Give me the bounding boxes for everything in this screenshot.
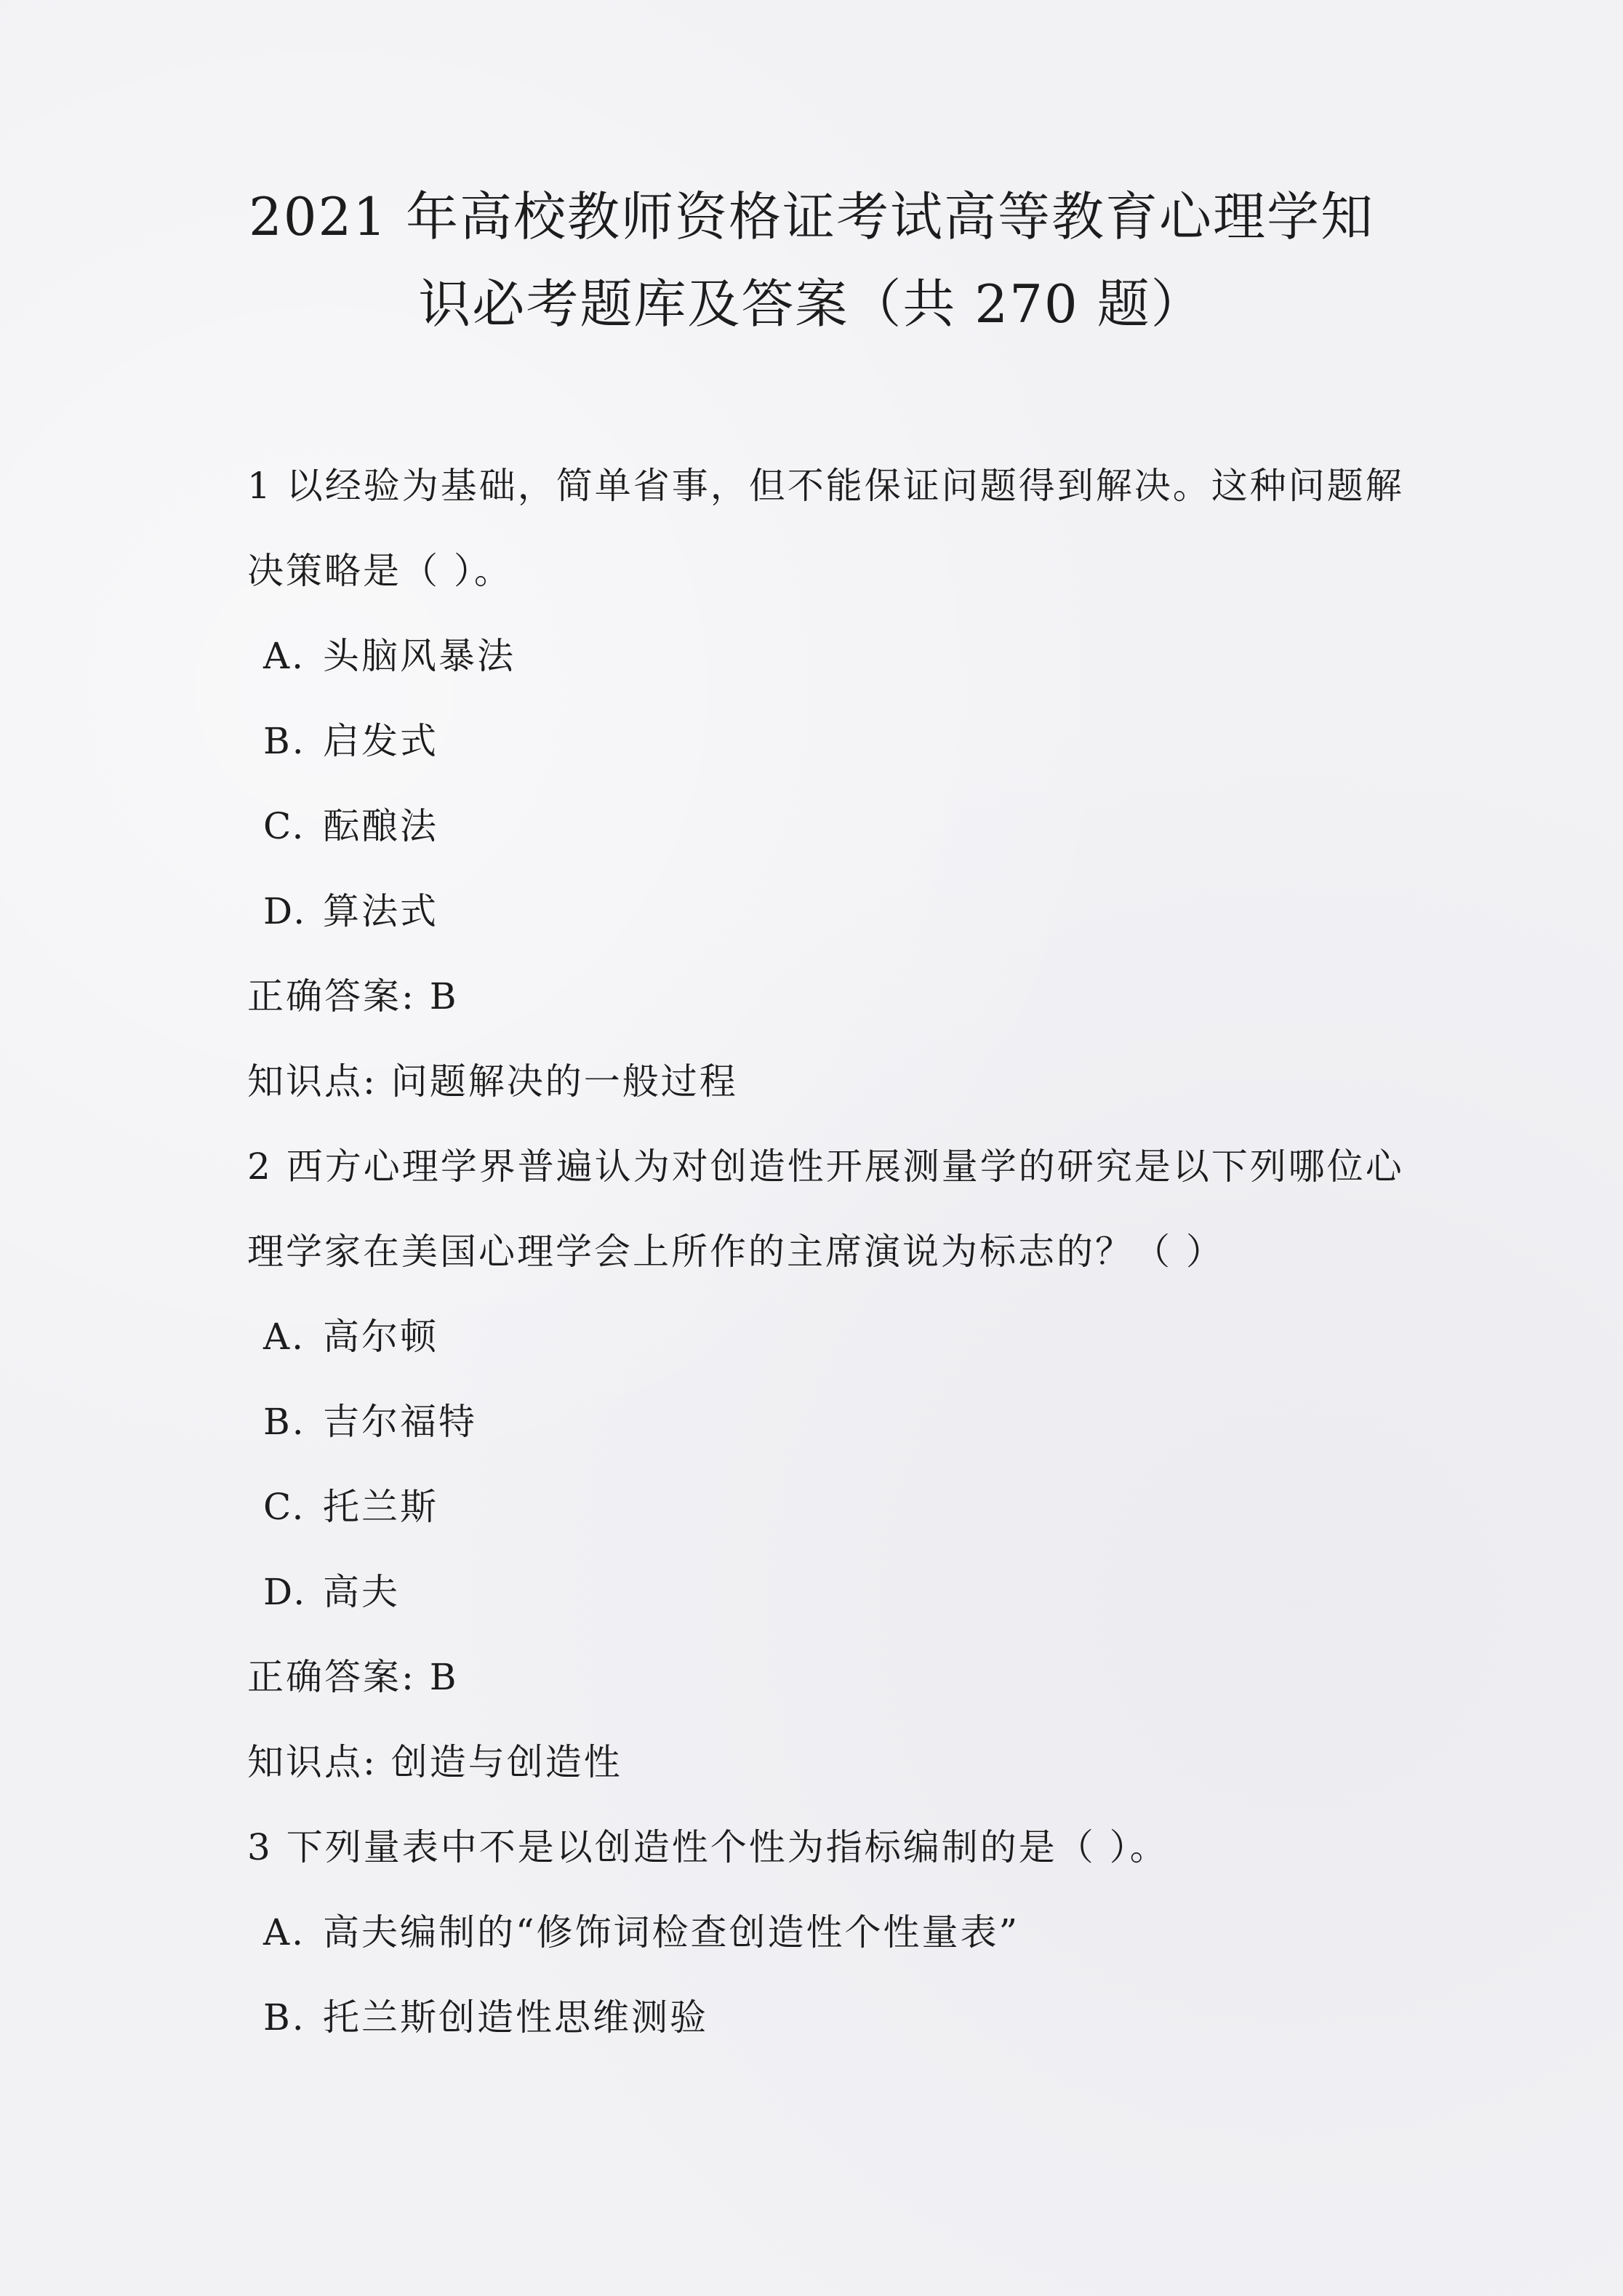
question-2-option-b [263, 1401, 477, 1442]
question-3-option-a [263, 1912, 1019, 1953]
option-text: 高尔顿 [323, 1316, 438, 1358]
option-text: 酝酿法 [323, 805, 438, 847]
option-text: 启发式 [323, 720, 438, 762]
question-3-stem-line-1: 3 下列量表中不是以创造性个性为指标编制的是（ ）。 [247, 1826, 1169, 1868]
question-1-option-b [263, 721, 438, 761]
option-letter: C. [263, 805, 306, 847]
option-letter: C. [263, 1486, 306, 1528]
question-1-option-a [263, 636, 516, 676]
question-3-option-b [263, 1997, 708, 2038]
option-letter: A. [263, 635, 306, 677]
question-1-stem-line-1: 1 以经验为基础，简单省事，但不能保证问题得到解决。这种问题解 [247, 465, 1404, 507]
question-2-option-a [263, 1316, 438, 1357]
question-2-answer: 正确答案: B [247, 1656, 459, 1698]
question-1-option-c [263, 806, 438, 847]
document-title-line-2: 识必考题库及答案（共 270 题） [418, 273, 1205, 335]
option-text: 高夫 [323, 1571, 400, 1613]
question-2-knowledge-point: 知识点: 创造与创造性 [247, 1741, 622, 1783]
option-letter: B. [263, 720, 306, 762]
question-1-knowledge-point: 知识点: 问题解决的一般过程 [247, 1060, 738, 1103]
question-1-option-d [263, 891, 438, 932]
question-2-stem-line-2: 理学家在美国心理学会上所作的主席演说为标志的？（ ） [247, 1231, 1225, 1273]
option-letter: B. [263, 1996, 306, 2039]
option-letter: D. [263, 890, 308, 932]
option-text: 吉尔福特 [323, 1401, 477, 1443]
option-letter: A. [263, 1911, 306, 1953]
option-letter: B. [263, 1401, 306, 1443]
question-2-option-c [263, 1487, 438, 1527]
question-1-stem-line-2: 决策略是（ ）。 [247, 550, 513, 592]
option-text: 高夫编制的“修饰词检查创造性个性量表” [323, 1911, 1020, 1953]
question-2-stem-line-1: 2 西方心理学界普遍认为对创造性开展测量学的研究是以下列哪位心 [247, 1145, 1404, 1188]
option-letter: A. [263, 1316, 306, 1358]
option-text: 头脑风暴法 [323, 635, 516, 677]
option-text: 算法式 [323, 890, 438, 932]
option-text: 托兰斯 [323, 1486, 438, 1528]
option-text: 托兰斯创造性思维测验 [323, 1996, 708, 2039]
option-letter: D. [263, 1571, 308, 1613]
question-2-option-d [263, 1572, 400, 1612]
document-title-line-1: 2021 年高校教师资格证考试高等教育心理学知 [248, 186, 1375, 247]
question-1-answer: 正确答案: B [247, 975, 459, 1017]
